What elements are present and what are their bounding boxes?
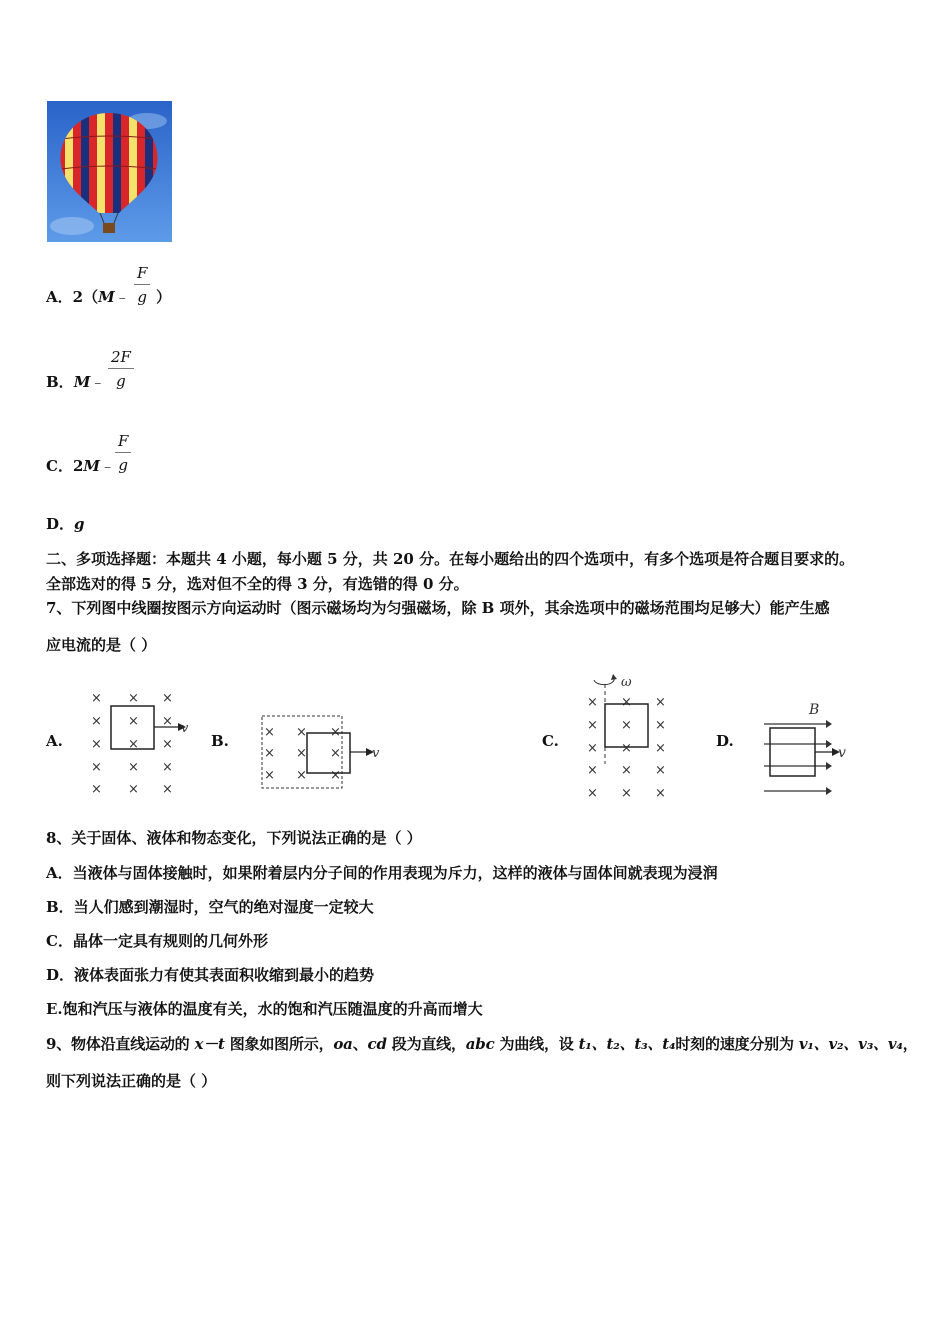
q9-xt: x－t [194,1035,225,1053]
variable-m: M [98,288,115,306]
svg-text:×: × [296,768,307,783]
coil-loop [770,728,815,776]
option-prefix: 2（ [72,288,99,306]
section2-line1: 二、多项选择题：本题共 4 小题，每小题 5 分，共 20 分。在每小题给出的四个选项中，有多个选项是符合题目要求的。 [46,550,855,568]
svg-text:×: × [655,695,666,710]
q8-option-d: D．液体表面张力有使其表面积收缩到最小的趋势 [46,966,375,984]
option-label: D． [46,515,75,533]
fraction-denominator: g [118,456,129,474]
variable-g: g [74,515,85,533]
q8-option-a: A．当液体与固体接触时，如果附着层内分子间的作用表现为斥力，这样的液体与固体间就表现为浸润 [46,864,718,882]
q6-option-a-close [156,286,171,307]
svg-text:×: × [162,691,173,706]
q7-diagram-label-d: D. [716,732,734,750]
q9-oa: oa [333,1035,353,1053]
variable-m: M [83,457,100,475]
q9-text: ， [902,1035,918,1053]
velocity-label: v [181,721,189,736]
section2-line2: 全部选对的得 5 分，选对但不全的得 3 分，有选错的得 0 分。 [46,575,469,593]
fraction-f-over-g [115,430,131,477]
field-lines [764,724,826,791]
q7-stem-line1: 7、下列图中线圈按图示方向运动时（图示磁场均为匀强磁场，除 B 项外，其余选项中的磁场范围均足够大）能产生感 [46,599,830,617]
svg-text:×: × [162,760,173,775]
svg-text:×: × [621,741,632,756]
q9-stem-line2: 则下列说法正确的是（ ） [46,1072,217,1090]
fraction-numerator: F [134,262,150,285]
magnetic-field-crosses [587,695,666,801]
option-label: A． [46,288,73,306]
svg-text:×: × [296,746,307,761]
svg-text:×: × [128,737,139,752]
option-prefix: 2 [72,457,84,475]
svg-text:×: × [91,737,102,752]
q9-velocities: v₁、v₂、v₃、v₄ [798,1035,903,1053]
svg-text:×: × [655,741,666,756]
svg-text:×: × [128,714,139,729]
q6-option-c [46,455,115,476]
q7-diagram-label-c: C. [542,732,559,750]
q8-stem: 8、关于固体、液体和物态变化，下列说法正确的是（ ） [46,829,422,847]
svg-text:×: × [162,782,173,797]
svg-text:×: × [91,782,102,797]
q6-option-b [46,371,105,392]
option-label: B． [46,373,74,391]
svg-text:×: × [162,714,173,729]
q9-text: 9、物体沿直线运动的 [46,1035,195,1053]
svg-text:×: × [128,691,139,706]
minus-sign: ﹣ [114,288,130,306]
fraction-f-over-g [134,262,150,309]
q9-cd: cd [367,1035,387,1053]
svg-text:×: × [264,768,275,783]
q9-stem-line1 [46,1033,918,1054]
q7-stem-line2: 应电流的是（ ） [46,636,157,654]
rotation-arrow-icon [594,678,614,685]
fraction-numerator: F [115,430,131,453]
q8-option-c: C．晶体一定具有规则的几何外形 [46,932,268,950]
q9-times: t₁、t₂、t₃、t₄ [578,1035,676,1053]
fraction-denominator: g [116,372,126,390]
svg-text:×: × [264,725,275,740]
svg-text:×: × [621,763,632,778]
magnetic-field-crosses [91,691,173,797]
velocity-label: v [372,746,380,761]
q7-diagram-label-a: A. [46,732,63,750]
svg-text:×: × [128,760,139,775]
svg-text:×: × [655,718,666,733]
omega-label: ω [621,675,632,690]
svg-text:×: × [621,718,632,733]
q7-diagram-a [82,686,197,798]
q7-diagram-label-b: B. [211,732,229,750]
q9-text: 图象如图所示， [224,1035,334,1053]
svg-text:×: × [587,741,598,756]
minus-sign: ﹣ [90,373,106,391]
svg-text:×: × [330,768,341,783]
svg-text:×: × [587,786,598,801]
svg-text:×: × [264,746,275,761]
svg-text:×: × [91,760,102,775]
svg-text:×: × [91,714,102,729]
fraction-2f-over-g [108,346,134,393]
fraction-numerator: 2F [108,346,134,369]
q6-option-d [46,513,85,534]
svg-text:×: × [296,725,307,740]
svg-text:×: × [587,718,598,733]
svg-text:×: × [587,763,598,778]
hot-air-balloon-image [47,101,172,242]
fraction-denominator: g [137,288,148,306]
q8-option-e: E.饱和汽压与液体的温度有关，水的饱和汽压随温度的升高而增大 [46,1000,483,1018]
minus-sign: ﹣ [100,457,116,475]
velocity-label: v [838,745,846,761]
svg-text:×: × [621,786,632,801]
q8-option-b: B．当人们感到潮湿时，空气的绝对湿度一定较大 [46,898,374,916]
svg-text:×: × [91,691,102,706]
option-label: C． [46,457,73,475]
svg-text:×: × [330,725,341,740]
q7-diagram-d [760,698,860,798]
q9-abc: abc [465,1035,495,1053]
svg-text:×: × [621,695,632,710]
svg-text:×: × [587,695,598,710]
magnetic-field-label: B [809,702,820,718]
q6-option-a [46,286,130,307]
q9-text: 时刻的速度分别为 [675,1035,799,1053]
q9-text: 为曲线，设 [494,1035,579,1053]
svg-text:×: × [162,737,173,752]
svg-text:×: × [128,782,139,797]
svg-text:×: × [655,763,666,778]
q7-diagram-c [580,668,675,802]
q7-diagram-b [258,712,388,792]
variable-m: M [73,373,91,391]
close-paren: ） [156,288,172,306]
svg-text:×: × [655,786,666,801]
svg-text:×: × [330,746,341,761]
q9-text: 、 [352,1035,368,1053]
coil-loop [307,733,350,773]
q9-text: 段为直线， [386,1035,466,1053]
